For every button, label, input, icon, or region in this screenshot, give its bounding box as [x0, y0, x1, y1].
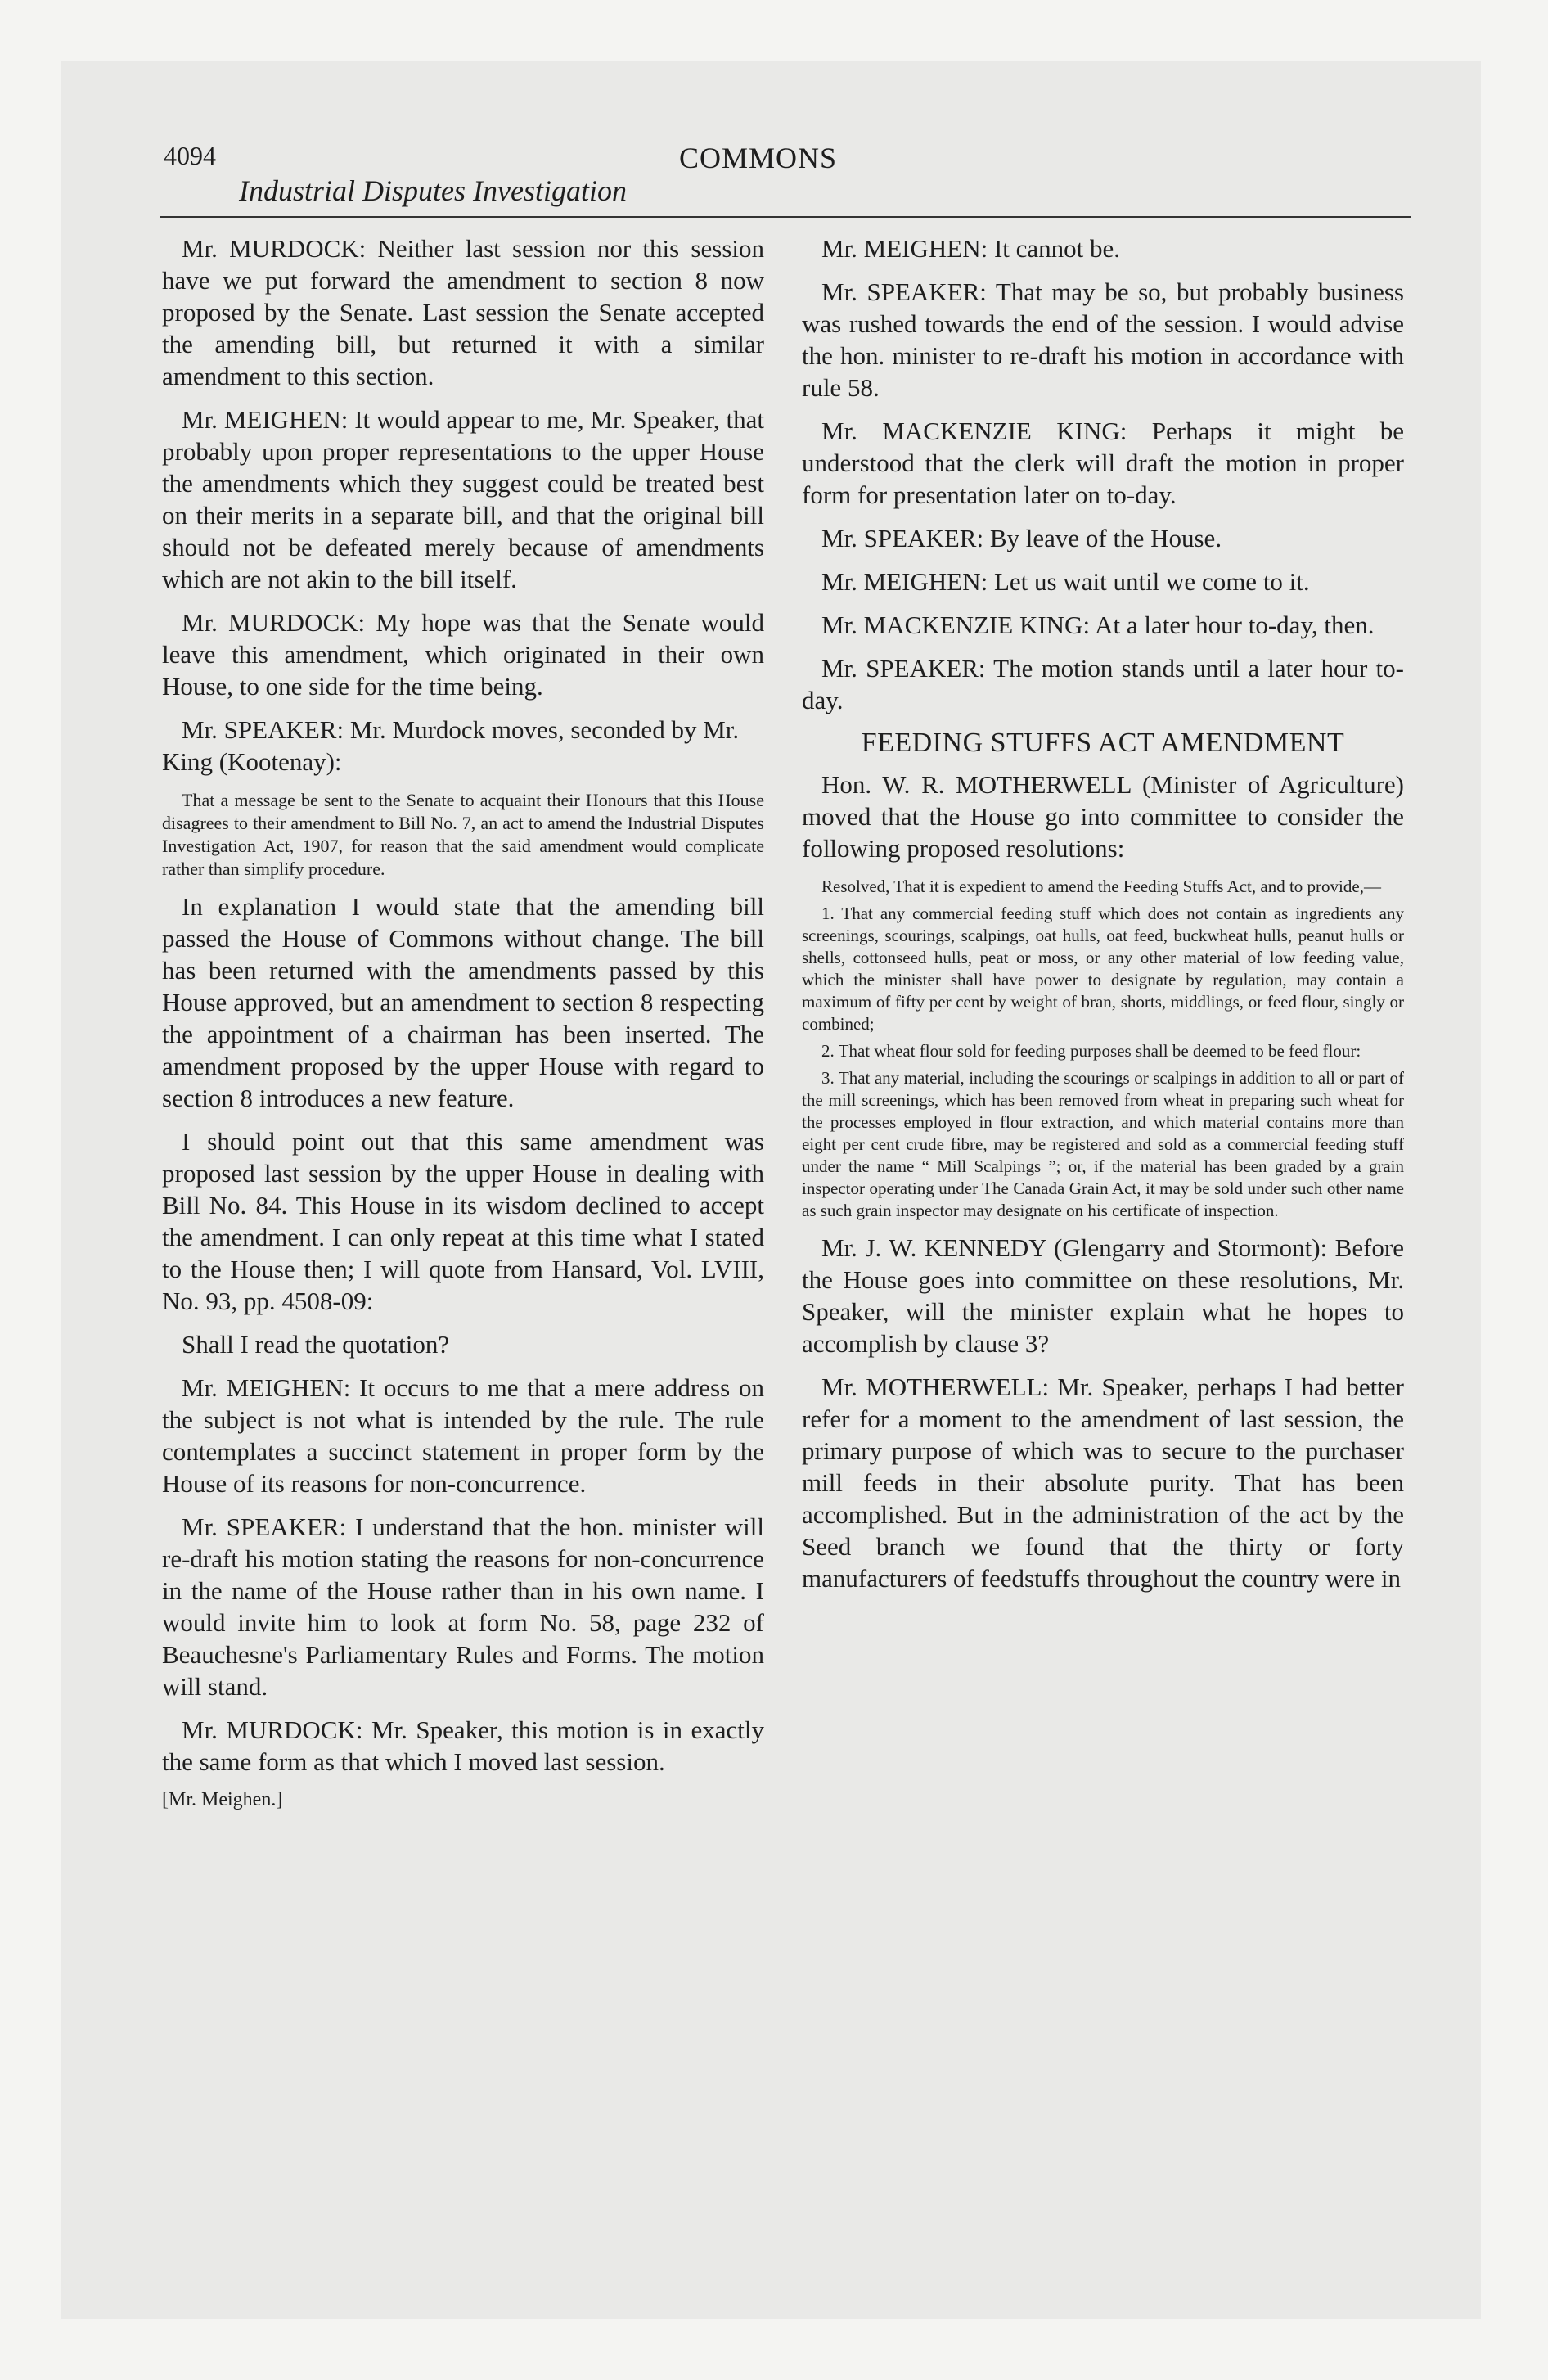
header-rule — [160, 216, 1411, 218]
paragraph: I should point out that this same amendment was proposed last session by the upper House in dealing with Bill No. 84. This House in its wisdom declined to accept the amendment. I can only repeat at this time what I stated to the House then; I will quote from Hansard, Vol. LVIII, No. 93, pp. 4508-09: — [162, 1127, 764, 1315]
paragraph: Mr. SPEAKER: The motion stands until a later hour to-day. — [802, 654, 1404, 714]
motion-text: That a message be sent to the Senate to acquaint their Honours that this House disagrees to their amendment to Bill No. 7, an act to amend the Industrial Disputes Investigation Act, 1907, for reason that the said amendment would complicate rather than simplify procedure. — [162, 790, 764, 879]
running-subtitle: Industrial Disputes Investigation — [239, 174, 627, 207]
paragraph: Mr. MURDOCK: My hope was that the Senate would leave this amendment, which originated in their own House, to one side for the time being. — [162, 608, 764, 701]
paragraph: Mr. MURDOCK: Mr. Speaker, this motion is in exactly the same form as that which I moved last session. — [162, 1715, 764, 1776]
paragraph: Mr. MOTHERWELL: Mr. Speaker, perhaps I had better refer for a moment to the amendment of last session, the primary purpose of which was to secure to the purchaser mill feeds in their absolute purity. That has been accomplished. But in the administration of the act by the Seed branch we found that the thirty or forty manufacturers of feedstuffs throughout the country were in — [802, 1373, 1404, 1593]
paragraph: Mr. SPEAKER: That may be so, but probably business was rushed towards the end of the session. I would advise the hon. minister to re-draft his motion in accordance with rule 58. — [802, 277, 1404, 402]
paragraph: Mr. SPEAKER: I understand that the hon. minister will re-draft his motion stating the reasons for non-concurrence in the name of the House rather than in his own name. I would invite him to look at form No. 58, page 232 of Beauchesne's Parliamentary Rules and Forms. The motion will stand. — [162, 1512, 764, 1701]
paragraph: In explanation I would state that the amending bill passed the House of Commons without change. The bill has been returned with the amendments passed by this House approved, but an amendment to section 8 respecting the appointment of a chairman has been inserted. The amendment proposed by the upper House with regard to section 8 introduces a new feature. — [162, 892, 764, 1112]
section-heading: FEEDING STUFFS ACT AMENDMENT — [861, 728, 1345, 758]
paragraph: Hon. W. R. MOTHERWELL (Minister of Agriculture) moved that the House go into committee to consider the following proposed resolutions: — [802, 770, 1404, 863]
paragraph: Mr. MEIGHEN: It would appear to me, Mr. Speaker, that probably upon proper representations to the upper House the amendments which they suggest could be treated best on their merits in a separate bill, and that the original bill should not be defeated merely because of amendments which are not akin to the bill itself. — [162, 405, 764, 593]
paragraph: Mr. MACKENZIE KING: Perhaps it might be understood that the clerk will draft the motion in proper form for presentation later on to-day. — [802, 417, 1404, 509]
paragraph: Mr. MEIGHEN: It occurs to me that a mere address on the subject is not what is intended by the rule. The rule contemplates a succinct statement in proper form by the House of its reasons for non-concurrence. — [162, 1373, 764, 1498]
left-column — [162, 232, 764, 1811]
paragraph: Mr. SPEAKER: Mr. Murdock moves, seconded by Mr. King (Kootenay): — [162, 715, 740, 776]
page-footer: [Mr. Meighen.] — [162, 1789, 283, 1810]
page-header — [164, 141, 1407, 223]
page-number: 4094 — [164, 141, 216, 170]
right-column — [802, 232, 1404, 1606]
resolution-clause: 3. That any material, including the scourings or scalpings in addition to all or part of the mill screenings, which has been removed from wheat in preparing such wheat for the processes employed in flour extraction, and which material contains more than eight per cent crude fibre, may be registered and sold as a commercial feeding stuff under the name “ Mill Scalpings ”; or, if the material has been graded by a grain inspector operating under The Canada Grain Act, it may be sold under such other name as such grain inspector may designate on his certificate of inspection. — [802, 1068, 1404, 1220]
paragraph: Mr. MEIGHEN: Let us wait until we come to it. — [821, 567, 1310, 596]
running-title: COMMONS — [679, 142, 838, 174]
paragraph: Mr. SPEAKER: By leave of the House. — [821, 524, 1222, 552]
paragraph: Mr. MEIGHEN: It cannot be. — [821, 234, 1121, 263]
paragraph: Shall I read the quotation? — [182, 1330, 450, 1359]
resolution-text: Resolved, That it is expedient to amend the Feeding Stuffs Act, and to provide,— — [821, 877, 1381, 896]
paragraph: Mr. J. W. KENNEDY (Glengarry and Stormont): Before the House goes into committee on these resolutions, Mr. Speaker, will the minister explain what he hopes to accomplish by clause 3? — [802, 1233, 1404, 1358]
paragraph: Mr. MACKENZIE KING: At a later hour to-day, then. — [821, 611, 1375, 639]
resolution-clause: 2. That wheat flour sold for feeding purposes shall be deemed to be feed flour: — [821, 1041, 1361, 1061]
resolution-clause: 1. That any commercial feeding stuff which does not contain as ingredients any screenings, scourings, scalpings, oat hulls, oat feed, buckwheat hulls, peanut hulls or shells, cottonseed hulls, peat or moss, or any other material of low feeding value, which the minister shall have power to designate by regulation, may contain a maximum of fifty per cent by weight of bran, shorts, middlings, or feed flour, singly or combined; — [802, 904, 1404, 1034]
paragraph: Mr. MURDOCK: Neither last session nor this session have we put forward the amendment to section 8 now proposed by the Senate. Last session the Senate accepted the amending bill, but returned it with a similar amendment to this section. — [162, 234, 764, 390]
